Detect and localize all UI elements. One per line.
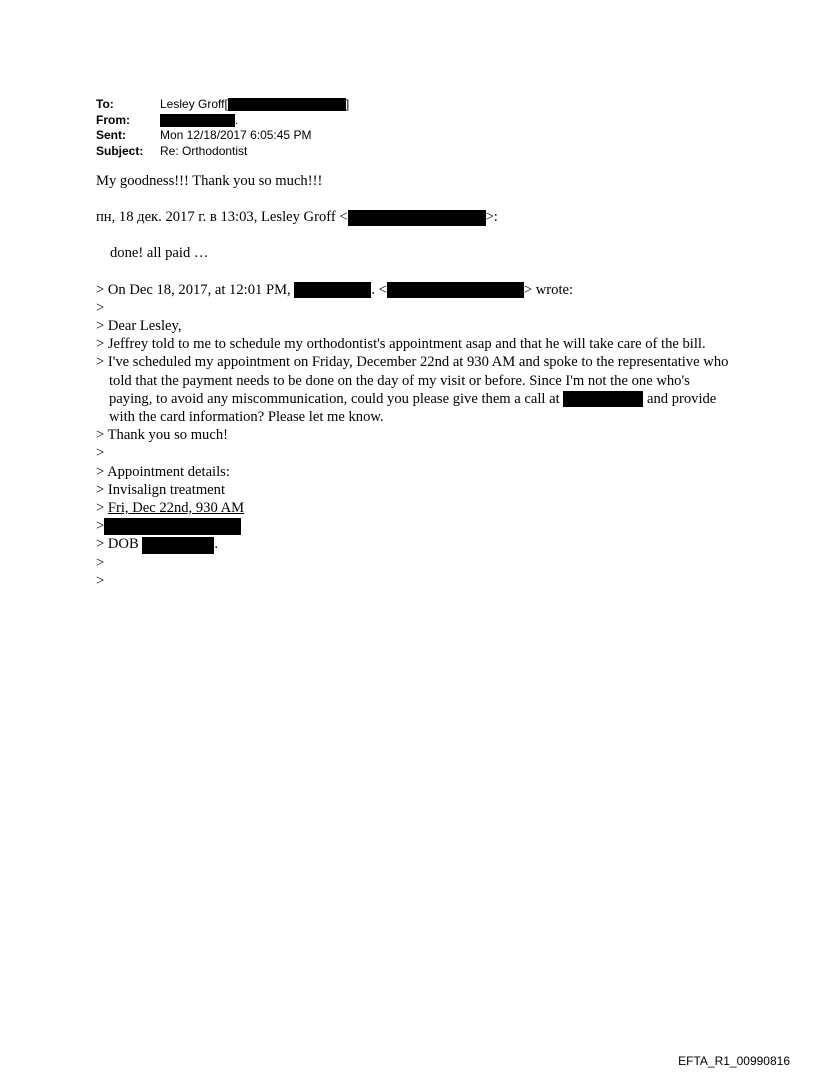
from-row	[96, 113, 349, 129]
redaction-details	[104, 518, 241, 535]
quote-intro-pre: пн, 18 дек. 2017 г. в 13:03, Lesley Groff <	[96, 209, 348, 226]
dob-line	[96, 535, 736, 553]
to-close: ]	[345, 97, 350, 111]
redaction-sender-email	[387, 282, 524, 298]
redaction-phone	[563, 391, 643, 407]
dob-label: > DOB	[96, 536, 139, 553]
sent-row	[96, 128, 349, 144]
redaction-dob	[142, 537, 214, 554]
paragraph-1: > Jeffrey told to me to schedule my orthodontist's appointment asap and that he will take care of the bill.	[96, 336, 706, 353]
sent-value: Mon 12/18/2017 6:05:45 PM	[160, 128, 312, 142]
email-header	[96, 97, 349, 159]
orig-intro-pre: > On Dec 18, 2017, at 12:01 PM,	[96, 281, 291, 298]
dob-suffix: .	[214, 536, 219, 553]
quote-blank-1: >	[96, 299, 105, 316]
reply-text: My goodness!!! Thank you so much!!!	[96, 173, 323, 189]
to-label: To:	[96, 97, 114, 111]
orig-intro-mid: . <	[371, 281, 387, 298]
details-gt: >	[96, 518, 105, 535]
paragraph-2-pre: > I've scheduled my appointment on Friday, December 22nd at 930 AM and spoke to the representative who told that the payment needs to be done on the day of my visit or before. Since I'm not the one who's paying, to avoid any miscommunication, could you please give them a call at	[96, 354, 729, 407]
details-date-line	[96, 499, 736, 517]
subject-label: Subject:	[96, 143, 144, 158]
paragraph-2	[96, 353, 736, 426]
quote-blank-3: >	[96, 554, 105, 571]
document-id: EFTA_R1_00990816	[678, 1054, 790, 1068]
redaction-to-email	[228, 98, 346, 111]
redaction-groff-email	[348, 210, 486, 226]
subject-row	[96, 144, 349, 160]
email-body	[96, 172, 736, 590]
quoted-reply: done! all paid …	[110, 245, 209, 262]
redaction-from	[160, 114, 235, 127]
orig-intro-post: > wrote:	[523, 281, 574, 298]
greeting: > Dear Lesley,	[96, 318, 182, 335]
details-title: > Appointment details:	[96, 463, 230, 480]
sent-label: Sent:	[96, 128, 126, 142]
quote-intro-post: >:	[485, 209, 498, 226]
quote-blank-2: >	[96, 445, 105, 462]
to-row	[96, 97, 349, 113]
thanks: > Thank you so much!	[96, 427, 228, 444]
to-value: Lesley Groff[	[160, 97, 228, 111]
quote-intro	[96, 208, 736, 226]
details-redacted-line	[96, 517, 736, 535]
from-label: From:	[96, 112, 130, 127]
subject-value: Re: Orthodontist	[160, 143, 248, 158]
redaction-sender-name	[294, 282, 371, 298]
details-treatment: > Invisalign treatment	[96, 481, 225, 498]
details-date-prefix: >	[96, 500, 108, 517]
orig-intro	[96, 281, 736, 299]
from-suffix: .	[235, 112, 239, 127]
paragraph-2-post: and provide with the card information? Please let me know.	[109, 390, 717, 426]
quote-blank-4: >	[96, 572, 105, 589]
details-date: Fri, Dec 22nd, 930 AM	[107, 500, 245, 517]
